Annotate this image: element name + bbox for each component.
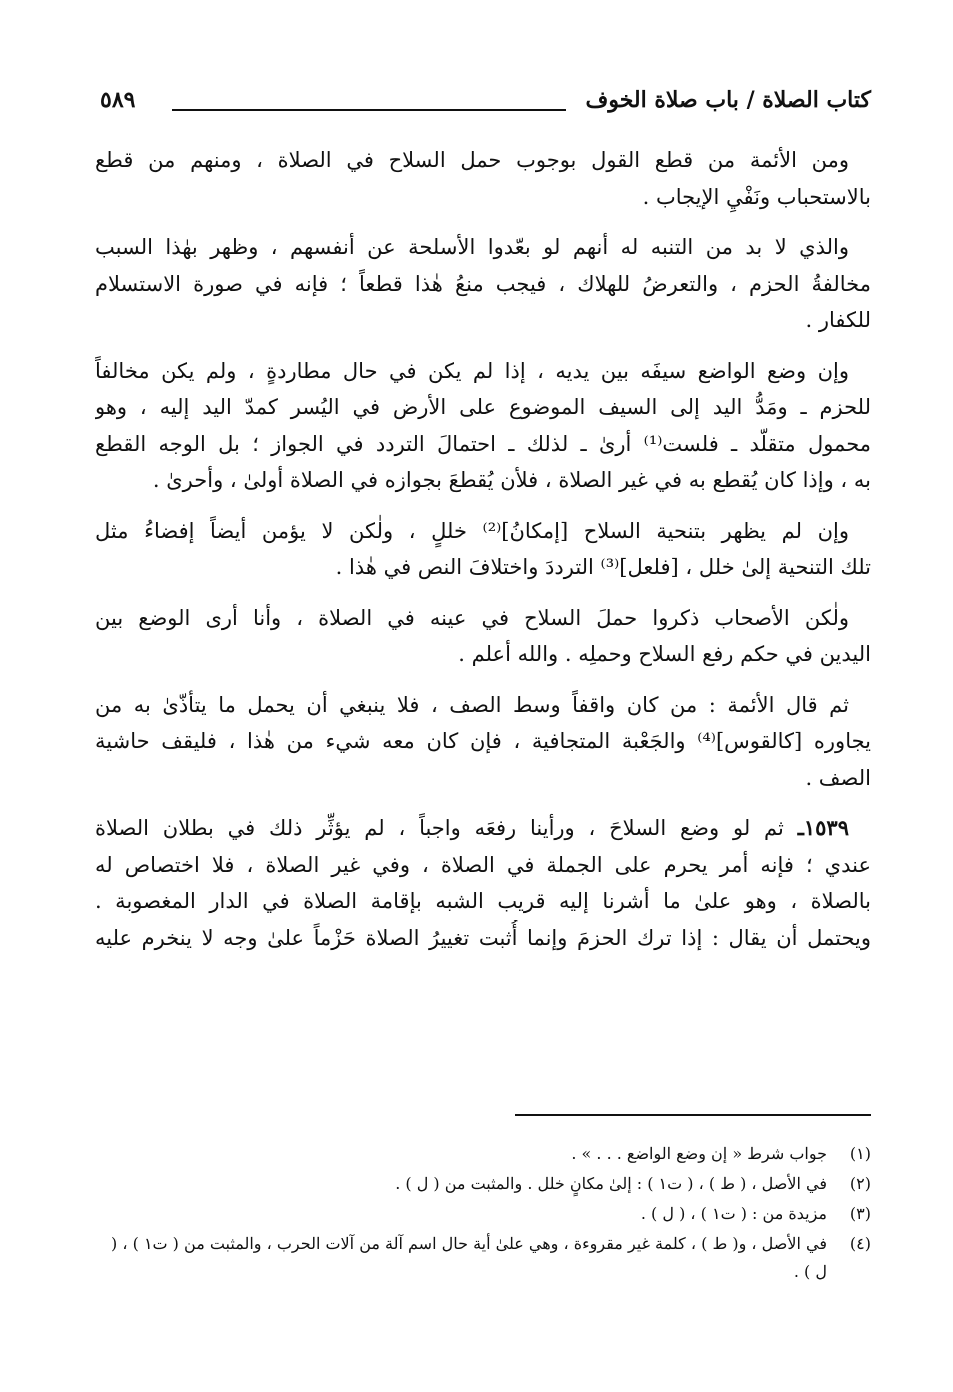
text-line: والذي لا بد من التنبه له أنهم لو بعّدوا الأسلحة عن أنفسهم ، وظهر بهٰذا السبب	[95, 235, 849, 259]
footnote-number: (٣)	[849, 1204, 871, 1223]
paragraph	[95, 353, 871, 499]
text-line: عندي ؛ فإنه أمر يحرم على الجملة في الصلاة ، وفي غير الصلاة ، فلا اختصاص له	[95, 852, 871, 877]
text-line: الصف .	[805, 765, 871, 790]
text-line: وإن وضع الواضع سيفَه بين يديه ، إذا لم يكن في حال مطاردةٍ ، ولم يكن مخالفاً	[95, 358, 849, 383]
footnotes	[95, 1140, 871, 1288]
footnote-text: جواب شرط « إن وضع الواضع . . . » .	[571, 1144, 827, 1163]
paragraph	[95, 513, 871, 586]
footnote	[95, 1200, 871, 1228]
header-title: كتاب الصلاة / باب صلاة الخوف	[585, 87, 871, 113]
text-line: ولٰكن الأصحاب ذكروا حملَ السلاح في عينه في الصلاة ، وأنا أرى الوضع بين	[95, 605, 849, 630]
paragraph	[95, 142, 871, 215]
text-line: وإن لم يظهر بتنحية السلاح [إمكانُ]⁽²⁾ خللٍ ، ولٰكن لا يؤمن أيضاً إفضاءُ مثل	[95, 518, 849, 543]
text-line: به ، وإذا كان يُقطع به في غير الصلاة ، فلأن يُقطعَ بجوازه في الصلاة أولىٰ ، وأحرىٰ .	[152, 468, 871, 492]
footnote-text: في الأصل ، ( ط ) ، ( ت١ ) : إلىٰ مكانٍ خلل . والمثبت من ( ل ) .	[395, 1174, 827, 1193]
footnote-number: (٢)	[849, 1174, 871, 1193]
footnote-number: (١)	[849, 1144, 871, 1163]
text-line: يجاوره [كالقوس]⁽⁴⁾ والجَعْبة المتجافية ، فإن كان معه شيء من هٰذا ، فليقف حاشية	[95, 729, 871, 753]
section-paragraph	[95, 810, 871, 956]
main-text	[95, 142, 871, 970]
footnote-text: مزيدة من : ( ت١ ) ، ( ل ) .	[640, 1204, 827, 1223]
text-line: مخالفةُ الحزم ، والتعرضُ للهلاك ، فيجب منعُ هٰذا قطعاً ؛ فإنه في صورة الاستسلام	[95, 271, 871, 296]
footnote	[95, 1170, 871, 1198]
text-line	[95, 810, 871, 847]
text-line: بالصلاة ، وهو علىٰ ما أشرنا إليه قريب الشبه بإقامة الصلاة في الدار المغصوبة .	[95, 889, 871, 913]
footnote-text: في الأصل ، و( ط ) ، كلمة غير مقروءة ، وهي علىٰ أية حال اسم آلة من آلات الحرب ، والمثبت من ( ت١ ) ، ( ل ) .	[111, 1234, 827, 1281]
running-header	[100, 82, 871, 118]
text-line: للحزم ـ ومَدُّ اليد إلى السيف الموضوع على الأرض في اليُسر كمدّ اليد إليه ، وهو	[95, 395, 871, 419]
footnote	[95, 1230, 871, 1286]
text-line: محمول متقلّد ـ فلست⁽¹⁾ أرىٰ ـ لذلك ـ احتمالَ التردد في الجواز ؛ بل الوجه القطع	[95, 431, 871, 456]
text-line: تلك التنحية إلىٰ خلل ، [فلعل]⁽³⁾ الترددَ واختلافَ النص في هٰذا .	[335, 555, 871, 579]
paragraph	[95, 600, 871, 673]
footnote-number: (٤)	[849, 1234, 871, 1253]
footnote-separator	[515, 1114, 871, 1116]
page-number: ٥٨٩	[100, 87, 136, 113]
section-number: ١٥٣٩ـ	[797, 815, 849, 840]
footnote	[95, 1140, 871, 1168]
paragraph	[95, 687, 871, 797]
text-line: اليدين في حكم رفع السلاح وحملِه . والله أعلم .	[458, 642, 871, 666]
text-line: ومن الأئمة من قطع القول بوجوب حمل السلاح في الصلاة ، ومنهم من قطع	[95, 148, 849, 172]
section-line-text: ثم لو وضع السلاحَ ، ورأينا رفعَه واجباً ، لم يؤثِّر ذلك في بطلان الصلاة	[95, 816, 784, 840]
text-line: ثم قال الأئمة : من كان واقفاً وسط الصف ، فلا ينبغي أن يحمل ما يتأذّىٰ به من	[95, 692, 849, 717]
paragraph	[95, 229, 871, 339]
text-line: بالاستحباب ونَفْيِ الإيجاب .	[642, 184, 871, 209]
text-line: للكفار .	[805, 308, 871, 332]
text-line: ويحتمل أن يقال : إذا ترك الحزمَ وإنما أُثبت تغييرُ الصلاة حَزْماً علىٰ وجه لا ينخرم عليه	[95, 925, 871, 950]
header-rule	[172, 109, 566, 111]
